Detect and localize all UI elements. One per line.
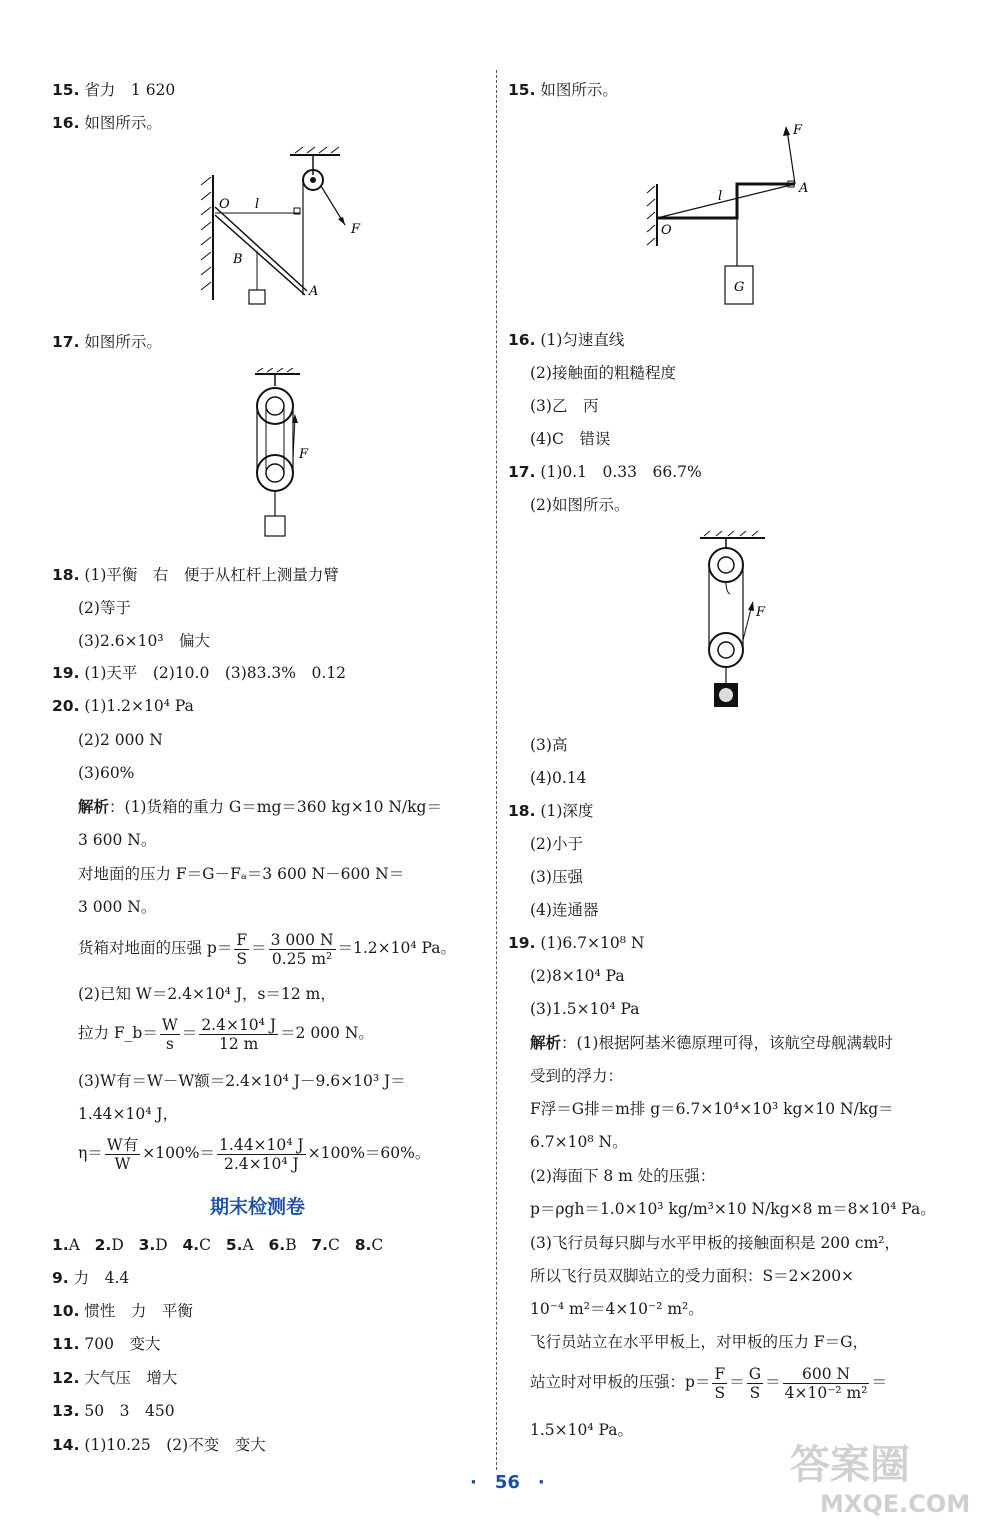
right-q18-line1 bbox=[508, 801, 593, 821]
question-number: 11. bbox=[52, 1335, 80, 1353]
right-q19-line3: (3)1.5×10⁴ Pa bbox=[530, 1000, 640, 1018]
answer-text: 惯性 力 平衡 bbox=[84, 1302, 193, 1320]
answer-text: 省力 1 620 bbox=[84, 81, 176, 99]
equals: ＝ bbox=[729, 1373, 745, 1391]
label-l: l bbox=[718, 189, 723, 204]
fraction bbox=[747, 1365, 763, 1402]
question-number: 13. bbox=[52, 1402, 80, 1420]
denominator: 4×10⁻² m² bbox=[784, 1383, 868, 1402]
left-q18-line2: (2)等于 bbox=[78, 599, 131, 617]
left-q20-analysis-5 bbox=[78, 930, 456, 968]
question-number: 14. bbox=[52, 1436, 80, 1454]
question-number: 18. bbox=[508, 802, 536, 820]
label-F: F bbox=[351, 222, 361, 237]
left-q19 bbox=[52, 663, 346, 683]
fraction bbox=[712, 1365, 727, 1402]
right-q17-line2: (2)如图所示。 bbox=[530, 496, 630, 514]
denominator: S bbox=[749, 1383, 761, 1402]
right-q19-analysis-9: 10⁻⁴ m²＝4×10⁻² m²。 bbox=[530, 1300, 704, 1318]
answer-text: D bbox=[155, 1236, 168, 1254]
left-q18-line3: (3)2.6×10³ 偏大 bbox=[78, 632, 211, 650]
left-q15 bbox=[52, 80, 175, 100]
question-number: 17. bbox=[508, 463, 536, 481]
answer-text: A bbox=[68, 1236, 80, 1254]
right-q19-analysis-10: 飞行员站立在水平甲板上，对甲板的压力 F＝G， bbox=[530, 1333, 869, 1351]
pulley-block-figure bbox=[245, 368, 325, 548]
analysis-text: 站立时对甲板的压强：p＝ bbox=[530, 1373, 711, 1391]
right-q19-analysis-2: 受到的浮力： bbox=[530, 1067, 624, 1085]
analysis-text: ＝2 000 N。 bbox=[280, 1024, 374, 1042]
denominator: 12 m bbox=[218, 1034, 259, 1053]
left-f13 bbox=[52, 1401, 175, 1421]
right-q19-analysis-8: 所以飞行员双脚站立的受力面积：S＝2×200× bbox=[530, 1267, 855, 1285]
right-q19-analysis-4: 6.7×10⁸ N。 bbox=[530, 1133, 628, 1151]
right-q16-line3: (3)乙 丙 bbox=[530, 397, 599, 415]
analysis-text: ：(1)货箱的重力 G＝mg＝360 kg×10 N/kg＝ bbox=[109, 798, 442, 816]
right-q19-analysis-1 bbox=[530, 1033, 893, 1053]
question-number: 8. bbox=[354, 1236, 372, 1254]
denominator: s bbox=[165, 1034, 174, 1053]
fraction bbox=[105, 1136, 140, 1173]
answer-text: 如图所示。 bbox=[84, 114, 162, 132]
left-q18-line1 bbox=[52, 565, 339, 585]
answer-text: (1)10.25 (2)不变 变大 bbox=[84, 1436, 266, 1454]
analysis-text: η＝ bbox=[78, 1144, 103, 1162]
left-q20-analysis-4: 3 000 N。 bbox=[78, 898, 157, 916]
label-B: B bbox=[233, 252, 243, 267]
right-q19-analysis-6: p＝ρgh＝1.0×10³ kg/m³×10 N/kg×8 m＝8×10⁴ Pa。 bbox=[530, 1200, 936, 1218]
analysis-text: 拉力 F_b＝ bbox=[78, 1024, 158, 1042]
right-q19-analysis-5: (2)海面下 8 m 处的压强： bbox=[530, 1167, 716, 1185]
analysis-label: 解析 bbox=[530, 1033, 562, 1052]
equals: ＝ bbox=[251, 939, 267, 957]
numerator: F bbox=[714, 1364, 726, 1383]
analysis-text: ：(1)根据阿基米德原理可得，该航空母舰满载时 bbox=[561, 1034, 893, 1052]
right-q19-analysis-11 bbox=[530, 1364, 887, 1402]
answer-text: (1)天平 (2)10.0 (3)83.3% 0.12 bbox=[84, 664, 347, 682]
label-O: O bbox=[219, 197, 230, 212]
left-f12 bbox=[52, 1368, 177, 1388]
left-q20-analysis-8: (3)W有＝W－W额＝2.4×10⁴ J－9.6×10³ J＝ bbox=[78, 1072, 406, 1090]
fraction bbox=[783, 1365, 870, 1402]
question-number: 1. bbox=[52, 1236, 69, 1254]
numerator: G bbox=[748, 1364, 762, 1383]
left-q20-analysis-2: 3 600 N。 bbox=[78, 831, 157, 849]
numerator: 600 N bbox=[783, 1365, 870, 1384]
bent-lever-figure bbox=[645, 118, 825, 313]
question-number: 18. bbox=[52, 566, 80, 584]
right-q17-line1 bbox=[508, 462, 702, 482]
answer-text: A bbox=[242, 1236, 254, 1254]
question-number: 19. bbox=[52, 664, 80, 682]
label-F: F bbox=[793, 123, 803, 138]
analysis-text: 货箱对地面的压强 p＝ bbox=[78, 939, 233, 957]
left-q17 bbox=[52, 332, 162, 352]
denominator: S bbox=[714, 1383, 726, 1402]
left-q20-line2: (2)2 000 N bbox=[78, 731, 163, 749]
question-number: 12. bbox=[52, 1369, 80, 1387]
right-q16-line1 bbox=[508, 330, 624, 350]
label-G: G bbox=[734, 280, 745, 295]
label-l: l bbox=[255, 197, 260, 212]
question-number: 16. bbox=[52, 114, 80, 132]
label-F: F bbox=[299, 447, 309, 462]
analysis-label: 解析 bbox=[78, 797, 110, 816]
numerator: 2.4×10⁴ J bbox=[201, 1015, 277, 1034]
answer-text: (1)深度 bbox=[540, 802, 594, 820]
answer-text: D bbox=[111, 1236, 124, 1254]
left-f10 bbox=[52, 1301, 193, 1321]
fraction bbox=[160, 1016, 180, 1053]
mc-answers bbox=[52, 1235, 383, 1255]
left-q20-line1 bbox=[52, 696, 194, 716]
right-q18-line2: (2)小于 bbox=[530, 835, 583, 853]
answer-text: 50 3 450 bbox=[84, 1402, 175, 1420]
label-F: F bbox=[756, 605, 766, 620]
right-q17-line4: (4)0.14 bbox=[530, 769, 587, 787]
answer-text: (1)匀速直线 bbox=[540, 331, 625, 349]
left-q20-analysis-7 bbox=[78, 1015, 374, 1053]
lever-pulley-figure bbox=[195, 145, 385, 310]
right-q18-line4: (4)连通器 bbox=[530, 901, 599, 919]
answer-text: C bbox=[328, 1236, 340, 1254]
equals: ＝ bbox=[181, 1024, 198, 1042]
denominator: 0.25 m² bbox=[271, 949, 333, 968]
right-q19-line1 bbox=[508, 933, 644, 953]
denominator: W bbox=[114, 1154, 131, 1173]
left-q20-analysis-3: 对地面的压力 F＝G－Fₐ＝3 600 N－600 N＝ bbox=[78, 865, 405, 883]
watermark-text-url: MXQE.COM bbox=[820, 1490, 971, 1518]
answer-text: 700 变大 bbox=[84, 1335, 161, 1353]
answer-text: 力 4.4 bbox=[73, 1269, 130, 1287]
watermark-text-cn: 答案圈 bbox=[790, 1442, 910, 1488]
question-number: 7. bbox=[311, 1236, 329, 1254]
answer-text: C bbox=[199, 1236, 212, 1254]
left-f14 bbox=[52, 1435, 266, 1455]
question-number: 5. bbox=[225, 1236, 243, 1254]
numerator: W有 bbox=[106, 1135, 139, 1154]
fraction bbox=[217, 1136, 306, 1173]
label-A: A bbox=[799, 181, 809, 196]
question-number: 3. bbox=[138, 1236, 156, 1254]
question-number: 19. bbox=[508, 934, 536, 952]
numerator: 1.44×10⁴ J bbox=[219, 1135, 304, 1154]
left-f11 bbox=[52, 1334, 161, 1354]
answer-text: B bbox=[285, 1236, 297, 1254]
denominator: 2.4×10⁴ J bbox=[223, 1154, 299, 1173]
answer-text: (1)6.7×10⁸ N bbox=[540, 934, 645, 952]
question-number: 15. bbox=[52, 81, 80, 99]
answer-text: (1)1.2×10⁴ Pa bbox=[84, 697, 194, 715]
fraction bbox=[269, 931, 336, 968]
equals: ＝ bbox=[765, 1373, 781, 1391]
analysis-text: ×100%＝60%。 bbox=[307, 1144, 431, 1162]
left-f9 bbox=[52, 1268, 129, 1288]
fraction bbox=[234, 931, 249, 968]
question-number: 6. bbox=[268, 1236, 286, 1254]
label-A: A bbox=[309, 284, 319, 299]
fraction bbox=[199, 1016, 278, 1053]
right-q19-analysis-12: 1.5×10⁴ Pa。 bbox=[530, 1421, 633, 1439]
answer-text: (1)平衡 右 便于从杠杆上测量力臂 bbox=[84, 566, 339, 584]
answer-text: (1)0.1 0.33 66.7% bbox=[540, 463, 702, 481]
right-q17-line3: (3)高 bbox=[530, 736, 568, 754]
right-q16-line2: (2)接触面的粗糙程度 bbox=[530, 364, 676, 382]
right-q18-line3: (3)压强 bbox=[530, 868, 583, 886]
page-number: · 56 · bbox=[470, 1472, 545, 1493]
left-q16 bbox=[52, 113, 162, 133]
analysis-text: ＝1.2×10⁴ Pa。 bbox=[337, 939, 456, 957]
left-q20-analysis-1 bbox=[78, 797, 442, 817]
question-number: 20. bbox=[52, 697, 80, 715]
column-divider bbox=[496, 70, 497, 1470]
label-O: O bbox=[661, 223, 672, 238]
section-title: 期末检测卷 bbox=[210, 1196, 306, 1218]
right-q19-analysis-3: F浮＝G排＝m排 g＝6.7×10⁴×10³ kg×10 N/kg＝ bbox=[530, 1100, 894, 1118]
left-q20-analysis-9: 1.44×10⁴ J， bbox=[78, 1105, 179, 1123]
answer-text: 大气压 增大 bbox=[84, 1369, 178, 1387]
question-number: 17. bbox=[52, 333, 80, 351]
answer-text: 如图所示。 bbox=[84, 333, 162, 351]
denominator: S bbox=[236, 949, 248, 968]
question-number: 15. bbox=[508, 81, 536, 99]
question-number: 9. bbox=[52, 1269, 69, 1287]
right-q16-line4: (4)C 错误 bbox=[530, 430, 611, 448]
left-q20-analysis-10 bbox=[78, 1135, 430, 1173]
right-q19-line2: (2)8×10⁴ Pa bbox=[530, 967, 625, 985]
watermark-logo bbox=[780, 1430, 995, 1520]
answer-text: C bbox=[371, 1236, 384, 1254]
right-q15 bbox=[508, 80, 618, 100]
analysis-text: ＝ bbox=[871, 1373, 887, 1391]
numerator: W bbox=[161, 1015, 178, 1034]
right-q19-analysis-7: (3)飞行员每只脚与水平甲板的接触面积是 200 cm²， bbox=[530, 1234, 900, 1252]
numerator: 3 000 N bbox=[270, 930, 334, 949]
analysis-text: ×100%＝ bbox=[142, 1144, 216, 1162]
pulley-system-figure bbox=[690, 530, 780, 715]
numerator: F bbox=[236, 930, 248, 949]
question-number: 10. bbox=[52, 1302, 80, 1320]
left-q20-analysis-6: (2)已知 W＝2.4×10⁴ J，s＝12 m， bbox=[78, 985, 336, 1003]
left-q20-line3: (3)60% bbox=[78, 764, 135, 782]
question-number: 16. bbox=[508, 331, 536, 349]
question-number: 2. bbox=[94, 1236, 112, 1254]
question-number: 4. bbox=[182, 1236, 200, 1254]
answer-text: 如图所示。 bbox=[540, 81, 618, 99]
